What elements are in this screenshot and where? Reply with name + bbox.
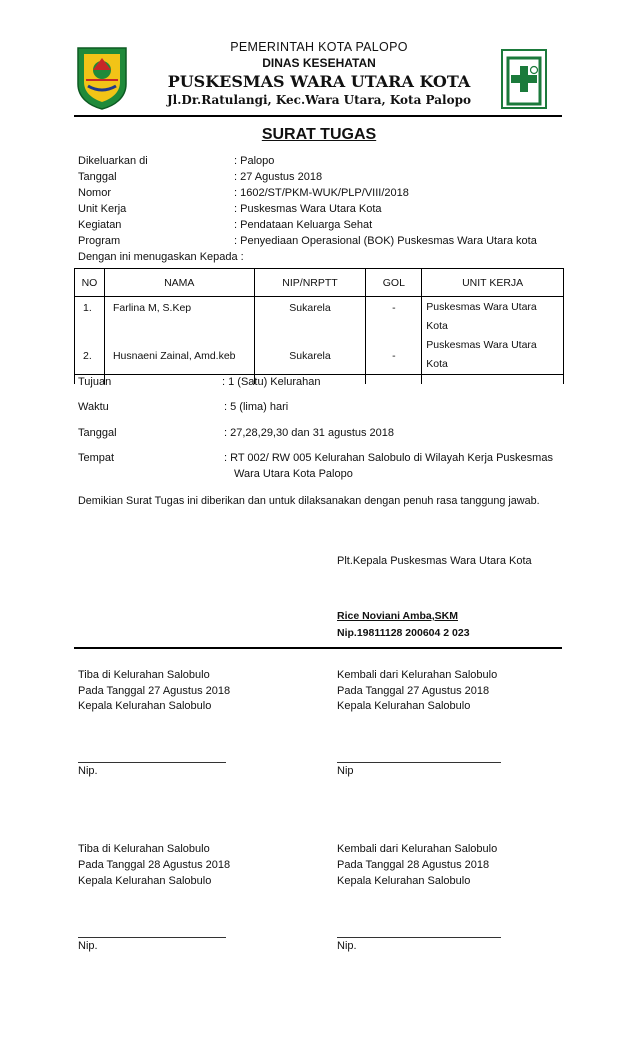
info-label: Dikeluarkan di	[78, 155, 148, 167]
column-header-nama: NAMA	[104, 269, 254, 297]
row-2-no: 2.	[83, 350, 92, 362]
signature-line	[337, 762, 501, 763]
header-puskesmas: PUSKESMAS WARA UTARA KOTA	[167, 72, 471, 91]
return-date: Pada Tanggal 28 Agustus 2018	[337, 859, 490, 871]
row-2-nama: Husnaeni Zainal, Amd.keb	[112, 350, 236, 362]
return-line: Kembali dari Kelurahan Salobulo	[337, 843, 498, 855]
arrival-official: Kepala Kelurahan Salobulo	[78, 875, 212, 887]
arrival-date: Pada Tanggal 28 Agustus 2018	[78, 859, 231, 871]
column-header-no: NO	[75, 269, 105, 297]
column-header-gol: GOL	[366, 269, 422, 297]
arrival-date: Pada Tanggal 27 Agustus 2018	[78, 685, 231, 697]
return-official: Kepala Kelurahan Salobulo	[337, 875, 471, 887]
row-1-nip: Sukarela	[289, 302, 331, 314]
cell-gol	[366, 297, 422, 385]
signatory-nip: Nip.19811128 200604 2 023	[337, 627, 470, 639]
arrival-line: Tiba di Kelurahan Salobulo	[78, 669, 210, 681]
cell-unit-kerja	[422, 297, 564, 385]
section-separator	[74, 647, 562, 649]
info-value: : Puskesmas Wara Utara Kota	[234, 203, 382, 215]
info-value: : Penyediaan Operasional (BOK) Puskesmas Wara Utara kota	[234, 235, 537, 247]
detail-value: : 27,28,29,30 dan 31 agustus 2018	[224, 427, 395, 439]
info-label: Nomor	[78, 187, 112, 199]
detail-label: Waktu	[78, 401, 109, 413]
return-nip: Nip.	[337, 940, 357, 952]
info-row	[0, 187, 638, 203]
signature-line	[78, 762, 226, 763]
closing-statement: Demikian Surat Tugas ini diberikan dan untuk dilaksanakan dengan penuh rasa tanggung jawab.	[78, 495, 540, 507]
info-value: : Pendataan Keluarga Sehat	[234, 219, 373, 231]
detail-value: : 5 (lima) hari	[224, 401, 289, 413]
row-1-gol: -	[392, 302, 396, 314]
personnel-table	[74, 268, 564, 384]
arrival-nip: Nip.	[78, 765, 98, 777]
info-value: : 27 Agustus 2018	[234, 171, 323, 183]
header-rule	[74, 115, 562, 117]
assign-line: Dengan ini menugaskan Kepada :	[78, 251, 244, 263]
arrival-official: Kepala Kelurahan Salobulo	[78, 700, 212, 712]
info-label: Unit Kerja	[78, 203, 127, 215]
table-bottom-border	[74, 374, 564, 375]
signature-line	[337, 937, 501, 938]
column-header-nip: NIP/NRPTT	[254, 269, 366, 297]
row-1-no: 1.	[83, 302, 92, 314]
info-label: Program	[78, 235, 121, 247]
cell-nip	[254, 297, 366, 385]
detail-label: Tempat	[78, 452, 115, 464]
row-1-nama: Farlina M, S.Kep	[112, 302, 192, 314]
info-label: Kegiatan	[78, 219, 122, 231]
return-official: Kepala Kelurahan Salobulo	[337, 700, 471, 712]
info-value: : Palopo	[234, 155, 275, 167]
row-2-nip: Sukarela	[289, 350, 331, 362]
signature-line	[78, 937, 226, 938]
row-2-gol: -	[392, 350, 396, 362]
signatory-position: Plt.Kepala Puskesmas Wara Utara Kota	[337, 555, 532, 567]
info-label: Tanggal	[78, 171, 117, 183]
arrival-line: Tiba di Kelurahan Salobulo	[78, 843, 210, 855]
row-1-unit: Puskesmas Wara Utara	[426, 301, 537, 313]
header-government: PEMERINTAH KOTA PALOPO	[230, 40, 408, 54]
info-row	[0, 171, 638, 187]
cell-nama	[104, 297, 254, 385]
return-date: Pada Tanggal 27 Agustus 2018	[337, 685, 490, 697]
info-value: : 1602/ST/PKM-WUK/PLP/VIII/2018	[234, 187, 409, 199]
detail-label: Tujuan	[78, 376, 112, 388]
row-2-unit-cont: Kota	[426, 358, 448, 370]
info-row	[0, 235, 638, 251]
table-row	[75, 297, 564, 385]
tempat-continuation: Wara Utara Kota Palopo	[234, 468, 353, 480]
signatory-name: Rice Noviani Amba,SKM	[337, 610, 458, 622]
header-address: Jl.Dr.Ratulangi, Kec.Wara Utara, Kota Palopo	[167, 93, 471, 107]
row-2-unit: Puskesmas Wara Utara	[426, 339, 537, 351]
row-1-unit-cont: Kota	[426, 320, 448, 332]
detail-value: : 1 (Satu) Kelurahan	[222, 376, 321, 388]
return-nip: Nip	[337, 765, 354, 777]
arrival-nip: Nip.	[78, 940, 98, 952]
document-title: SURAT TUGAS	[261, 126, 377, 143]
info-row	[0, 203, 638, 219]
detail-value: : RT 002/ RW 005 Kelurahan Salobulo di Wilayah Kerja Puskesmas	[224, 452, 553, 464]
header-department: DINAS KESEHATAN	[262, 56, 376, 70]
column-header-unit-kerja: UNIT KERJA	[422, 269, 564, 297]
info-row	[0, 219, 638, 235]
return-line: Kembali dari Kelurahan Salobulo	[337, 669, 498, 681]
table-header-row	[75, 269, 564, 297]
detail-label: Tanggal	[78, 427, 117, 439]
info-row	[0, 155, 638, 171]
cell-no	[75, 297, 105, 385]
